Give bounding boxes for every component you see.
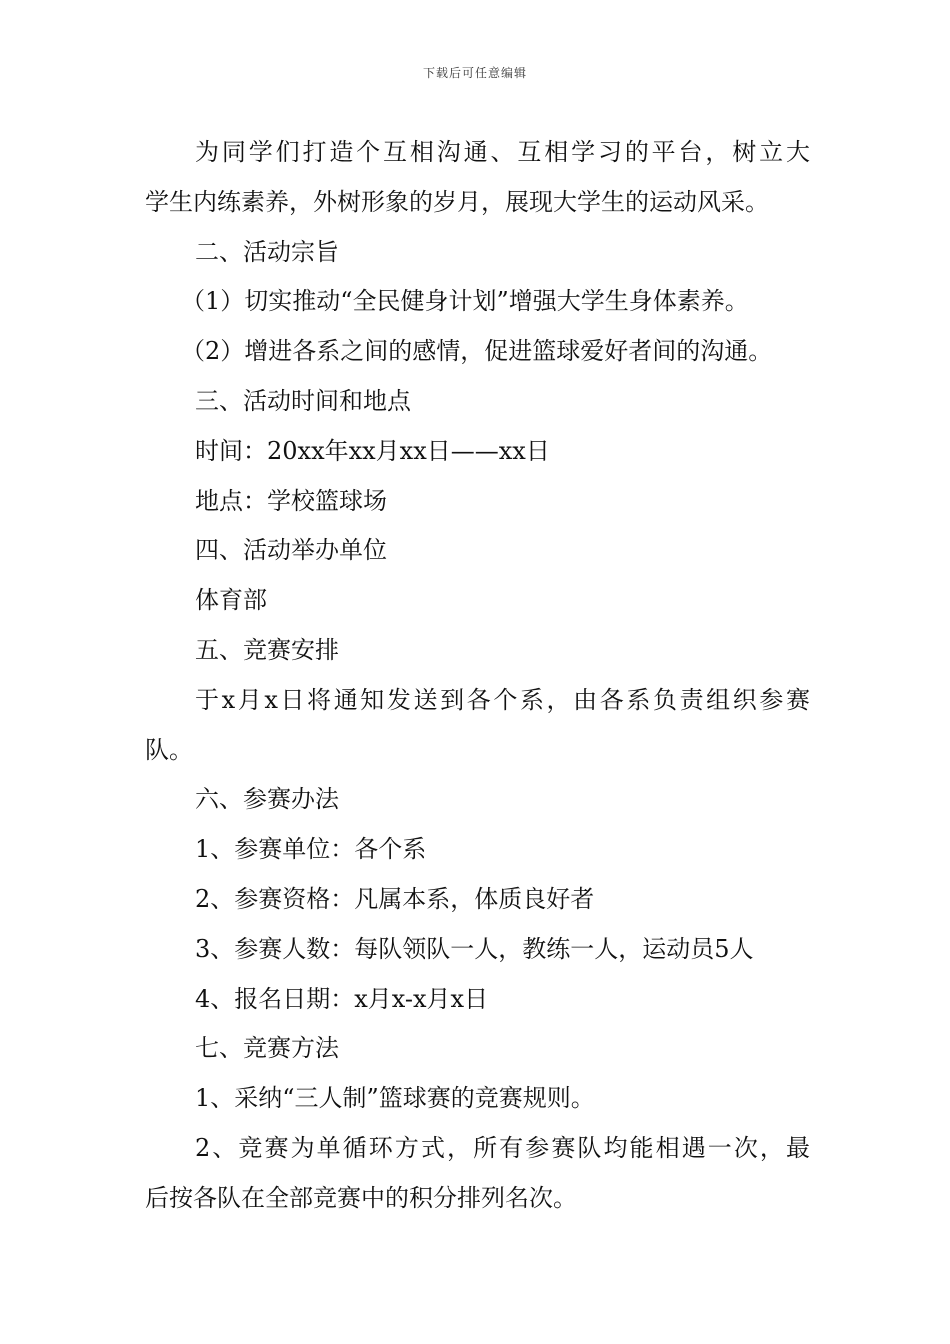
- arrangement-line-1: 于x月x日将通知发送到各个系，由各系负责组织参赛: [195, 685, 810, 714]
- method-item-2-line-2: 后按各队在全部竞赛中的积分排列名次。: [145, 1183, 577, 1212]
- participation-item-2: 2、参赛资格：凡属本系，体质良好者: [195, 884, 595, 913]
- method-item-2-line-1: 2、竞赛为单循环方式，所有参赛队均能相遇一次，最: [195, 1133, 810, 1162]
- event-place: 地点：学校篮球场: [195, 486, 387, 515]
- method-item-1: 1、采纳“三人制”篮球赛的竞赛规则。: [195, 1084, 595, 1113]
- participation-item-3: 3、参赛人数：每队领队一人，教练一人，运动员5人: [195, 934, 754, 963]
- paragraph-intro-line-1: 为同学们打造个互相沟通、互相学习的平台，树立大: [195, 138, 810, 166]
- section-heading-purpose: 二、活动宗旨: [195, 237, 339, 266]
- participation-item-1: 1、参赛单位：各个系: [195, 835, 427, 864]
- section-heading-time-place: 三、活动时间和地点: [195, 386, 411, 415]
- arrangement-line-2: 队。: [145, 735, 193, 764]
- event-time: 时间：20xx年xx月xx日——xx日: [195, 436, 550, 465]
- purpose-item-1: （1）切实推动“全民健身计划”增强大学生身体素养。: [181, 287, 749, 316]
- participation-item-4: 4、报名日期：x月x-x月x日: [195, 984, 489, 1013]
- organizer-name: 体育部: [195, 586, 267, 615]
- section-heading-participation: 六、参赛办法: [195, 785, 339, 814]
- paragraph-intro-line-2: 学生内练素养，外树形象的岁月，展现大学生的运动风采。: [145, 187, 769, 216]
- section-heading-competition-method: 七、竞赛方法: [195, 1034, 339, 1063]
- section-heading-arrangement: 五、竞赛安排: [195, 635, 339, 664]
- document-body: [145, 128, 810, 1224]
- section-heading-organizer: 四、活动举办单位: [195, 536, 387, 565]
- purpose-item-2: （2）增进各系之间的感情，促进篮球爱好者间的沟通。: [181, 337, 773, 366]
- page-header: 下载后可任意编辑: [422, 66, 527, 80]
